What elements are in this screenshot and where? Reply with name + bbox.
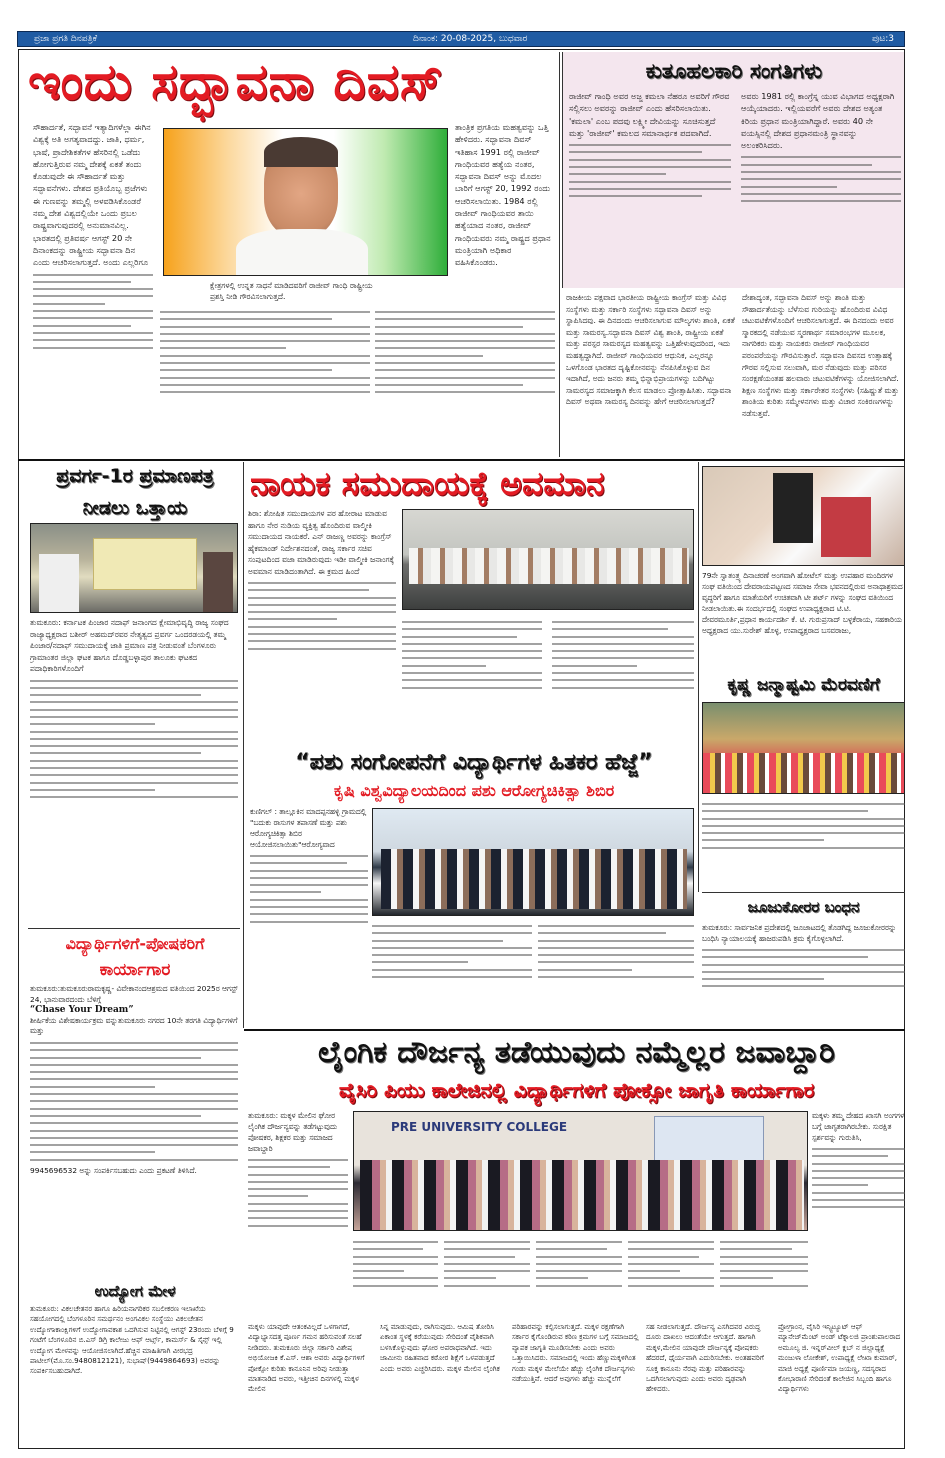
lead-caption-line: ಕ್ಷೇತ್ರಗಳಲ್ಲಿ ಉನ್ನತ ಸಾಧನೆ ಮಾಡಿದವರಿಗೆ ರಾಜೀವ್ ಗಾಂಧಿ ರಾಷ್ಟ್ರೀಯ ಪ್ರಶಸ್ತಿ ನೀಡಿ ಗೌರವಿಸಲಾಗುತ್ತದೆ. <box>210 281 373 301</box>
pravarga-body-text: ತುಮಕೂರು: ಕರ್ನಾಟಕ ಪಿಂಜಾರ ನದಾಫ್ ಜನಾಂಗದ ಕ್ಷೇಮಾಭಿವೃದ್ಧಿ ರಾಜ್ಯ ಸಂಘದ ರಾಜ್ಯಾಧ್ಯಕ್ಷರಾದ ಬಶೀರ್ ಅಹಮದ್‌ರವರ ನೇತೃತ್ವದ ಪ್ರವರ್ಗ ಒಂದರಡಯಲ್ಲಿ ತಮ್ಮ ಪಿಂಜಾರ/ನದಾಫ್ ಸಮುದಾಯಕ್ಕೆ ಜಾತಿ ಪ್ರಮಾಣ ಪತ್ರ ನೀಡುವಂತೆ ಬೆಂಗಳೂರು ಗ್ರಾಮಾಂತರ ಜಿಲ್ಲಾ ಘಟಕ ಹಾಗೂ ದೊಡ್ಡಬಳ್ಳಾಪುರ ತಾಲೂಕು ಘಟಕದ ಪದಾಧಿಕಾರಿಗಳೊಂದಿಗೆ <box>30 618 229 673</box>
pocso-subhead: ವೈಸಿರಿ ಪಿಯು ಕಾಲೇಜಿನಲ್ಲಿ ವಿದ್ಯಾರ್ಥಿಗಳಿಗೆ ಪೋಕ್ಸೋ ಜಾಗೃತಿ ಕಾರ್ಯಾಗಾರ <box>338 1078 815 1102</box>
lead-column-1-text: ಸೌಹಾರ್ದತೆ, ಸದ್ಭಾವನೆ ಇತ್ಯಾದಿಗಳೆಲ್ಲಾ ಈಗಿನ ವಿಶ್ವಕ್ಕೆ ಅತಿ ಅಗತ್ಯವಾದದ್ದು. ಜಾತಿ, ಧರ್ಮ, ಭಾಷೆ, ಪ್ರಾದೇಶಿಕತೆಗಳ ಹೆಸರಿನಲ್ಲಿ ಒಡೆದು ಹೋಗುತ್ತಿರುವ ನಮ್ಮ ದೇಶಕ್ಕೆ ಏಕತೆ ತಂದು ಕೊಡುವುದೇ ಈ ಸೌಹಾರ್ದತೆ ಮತ್ತು ಸದ್ಭಾವನೆಗಳು. ದೇಶದ ಪ್ರತಿಯೊಬ್ಬ ಪ್ರಜೆಗಳು ಈ ಗುಣವನ್ನು ತಮ್ಮಲ್ಲಿ ಅಳವಡಿಸಿಕೊಂಡರೆ ನಮ್ಮ ದೇಶ ವಿಶ್ವದಲ್ಲಿಯೇ ಒಂದು ಪ್ರಬಲ ರಾಷ್ಟ್ರವಾಗುವುದರಲ್ಲಿ ಅನುಮಾನವಿಲ್ಲ. ಭಾರತದಲ್ಲಿ ಪ್ರತಿವರ್ಷ ಆಗಸ್ಟ್ 20 ನೇ ದಿನಾಂಕದನ್ನು ರಾಷ್ಟ್ರೀಯ ಸದ್ಭಾವನಾ ದಿನ ಎಂದು ಆಚರಿಸಲಾಗುತ್ತದೆ. ಅಂದು ಎಲ್ಲರಿಗೂ <box>33 122 151 268</box>
pravarga-headline-2: ನೀಡಲು ಒತ್ತಾಯ <box>82 497 188 519</box>
pocso-column-right-text: ಮಕ್ಕಳು ತಮ್ಮ ದೇಹದ ಖಾಸಗಿ ಅಂಗಗಳ ಬಗ್ಗೆ ಜಾಗೃತರಾಗಿರಬೇಕು. ಸುರಕ್ಷಿತ ಸ್ಪರ್ಶವನ್ನು ಗುರುತಿಸಿ, <box>812 1111 904 1142</box>
lead-column-right <box>455 121 555 311</box>
portrait-hair <box>264 137 338 167</box>
college-banner-text: PRE UNIVERSITY COLLEGE <box>390 1120 568 1134</box>
independence-body: 79ನೇ ಸ್ವಾತಂತ್ರ್ಯ ದಿನಾಚರಣೆ ಅಂಗವಾಗಿ ಹೋಟೆಲ್ ಮತ್ತು ಉಪಹಾರ ಮಂದಿರಗಳ ಸಂಘ ವತಿಯಿಂದ ದೇವರಾಯಪಟ್ಟಣದ ಸಮಾಜ ಸೇವಾ ಭವನದಲ್ಲಿರುವ ಅನಾಥಾಶ್ರಮದ ವೃದ್ಧರಿಗೆ ಹಾಗೂ ಮಾತೆಯರಿಗೆ ಉಚಿತವಾಗಿ ಟೀ ಶರ್ಟ್ ಗಳನ್ನು ಸಂಘದ ವತಿಯಿಂದ ನೀಡಲಾಯಿತು.ಈ ಸಂದರ್ಭದಲ್ಲಿ ಸಂಘದ ಉಪಾಧ್ಯಕ್ಷರಾದ ಟಿ.ಟಿ. ದೇವರಮೂರ್ತಿ,ಪ್ರಧಾನ ಕಾರ್ಯದರ್ಶಿ ಕೆ. ಟಿ. ಗುರುಪ್ರಸಾದ್ ಬಳ್ಳಕೆರಾಯ, ಸಹಕಾರಿಯ ಅಧ್ಯಕ್ಷರಾದ ಯು.ಸುರೇಶ್ ಹೊಳ್ಳ, ಉಪಾಧ್ಯಕ್ಷರಾದ ಬಸವರಾಜು, <box>702 571 903 635</box>
text-lines <box>702 944 905 993</box>
gamblers-arrest-body <box>702 922 905 1028</box>
nayaka-column-2 <box>402 616 542 744</box>
pashu-body-text: ಕುಣಿಗಲ್ : ತಾಲ್ಲೂಕಿನ ಮಾದಪ್ಪನಹಳ್ಳಿ ಗ್ರಾಮದಲ್ಲಿ "ಬದುಕು ರಾಸುಗಳ ತಪಾಸಣೆ ಮತ್ತು ಪಶು ಆರೋಗ್ಯಚಿಕಿತ್ಸಾ ಶಿಬಿರ ಆಯೋಜಿಸಲಾಯಿತು"ಆರೋಗ್ಯವಾದ <box>250 807 367 849</box>
rule <box>28 928 240 929</box>
section-rule <box>244 1029 905 1031</box>
pocso-column-right <box>812 1110 905 1310</box>
pocso-mid-column <box>720 1236 808 1322</box>
orphanage-photo <box>702 466 905 566</box>
lead-column-1 <box>33 121 153 457</box>
workshop-contact: 9945696532 ಅನ್ನು ಸಂಪರ್ಕಿಸಬಹುದು ಎಂದು ಪ್ರಕಟಣೆ ತಿಳಿಸಿದೆ. <box>30 1166 197 1176</box>
facts-col-1 <box>569 90 731 286</box>
text-lines <box>569 139 731 202</box>
facts-col-1-text: ರಾಜೀವ್ ಗಾಂಧಿ ಅವರ ಅಜ್ಜ ಕಮಲಾ ನೆಹರೂ ಅವರಿಗೆ ಗೌರವ ಸಲ್ಲಿಸಲು ಅವರನ್ನು ರಾಜೀವ್ ಎಂದು ಹೆಸರಿಸಲಾಯಿತು. 'ಕಮಲಾ' ಎಂಬ ಪದವು ಲಕ್ಷ್ಮೀ ದೇವಿಯನ್ನು ಸೂಚಿಸುತ್ತದೆ ಮತ್ತು 'ರಾಜೀವ್' ಕಮಲದ ಸಮಾನಾರ್ಥಕ ಪದವಾಗಿದೆ. <box>569 91 730 138</box>
page-number: ಪುಟ:3 <box>872 34 894 44</box>
text-lines <box>812 1143 905 1214</box>
gamblers-arrest-headline: ಜೂಜುಕೋರರ ಬಂಧನ <box>747 898 860 916</box>
krishna-headline: ಕೃಷ್ಣ ಜನ್ಮಾಷ್ಟಮಿ ಮೆರವಣಿಗೆ <box>727 675 880 695</box>
issue-date: ದಿನಾಂಕ: 20-08-2025, ಬುಧವಾರ <box>413 34 528 44</box>
pocso-bottom-column-3: ಪರಿಹಾರವನ್ನು ಕಲ್ಪಿಸಲಾಗುತ್ತದೆ. ಮಕ್ಕಳ ರಕ್ಷಣೆಗಾಗಿ ಸರ್ಕಾರ ಕೈಗೊಂಡಿರುವ ಕಠಿಣ ಕ್ರಮಗಳ ಬಗ್ಗೆ ಸಮಾಜದಲ್ಲಿ ವ್ಯಾಪಕ ಜಾಗೃತಿ ಮೂಡಿಸಬೇಕು ಎಂದು ಅವರು ಒತ್ತಾಯಿಸಿದರು. ಸಮಾಜದಲ್ಲಿ ಇಂದು ಹೆಣ್ಣುಮಕ್ಕಳಿಗಿಂತ ಗಂಡು ಮಕ್ಕಳ ಮೇಲೆಯೇ ಹೆಚ್ಚು ಲೈಂಗಿಕ ದೌರ್ಜನ್ಯಗಳು ನಡೆಯುತ್ತಿವೆ. ಆದರೆ ಅವುಗಳು ಹೆಚ್ಚು ಮುನ್ನೆಲೆಗೆ <box>512 1322 639 1384</box>
column-rule <box>698 462 699 892</box>
nayaka-body <box>248 508 396 744</box>
pocso-mid-column <box>353 1236 438 1322</box>
pocso-bottom-column-2: ಸಿನ್ನ ಮಾಡುವುದು, ರಾಗಿಸುವುದು. ಆಮಿಷ ತೋರಿಸಿ ಏಕಾಂತ ಸ್ಥಳಕ್ಕೆ ಕರೆಯುವುದು ಸೇರಿದಂತೆ ವೈಶಿಕವಾಗಿ ಬಳಸಿಕೊಳ್ಳುವುದು ಘೋರ ಅಪರಾಧವಾಗಿದೆ. ಇದು ಜಾಮೀನು ರಹಿತವಾದ ಕಠೋರ ಶಿಕ್ಷೆಗೆ ಒಳಪಡುತ್ತದೆ ಎಂದು ಅವರು ಎಚ್ಚರಿಸಿದರು. ಮಕ್ಕಳ ಮೇಲಿನ ಲೈಂಗಿಕ <box>380 1322 500 1373</box>
group-of-students <box>360 1160 804 1230</box>
nayaka-body-text: ಶಿರಾ: ಶೋಷಿತ ಸಮುದಾಯಗಳ ಪರ ಹೋರಾಟ ಮಾಡುವ ಹಾಗೂ ನೇರ ನುಡಿಯ ವ್ಯಕ್ತಿತ್ವ ಹೊಂದಿರುವ ವಾಲ್ಮೀಕಿ ಸಮುದಾಯದ ನಾಯಕರೆ. ಎನ್ ರಾಜಣ್ಣ ಅವರನ್ನು ಕಾಂಗ್ರೆಸ್ ಹೈಕಮಾಂಡ್ ನಿರ್ದೇಶನದಂತೆ, ರಾಜ್ಯ ಸರ್ಕಾರ ಸಚಿವ ಸಂಪುಟದಿಂದ ವಜಾ ಮಾಡಿರುವುದು ಇಡೀ ವಾಲ್ಮೀಕಿ ಜನಾಂಗಕ್ಕೆ ಅವಮಾನ ಮಾಡಿದಂತಾಗಿದೆ. ಈ ಕ್ರಮದ ಹಿಂದೆ <box>248 509 395 576</box>
workshop-headline-2: ಕಾರ್ಯಾಗಾರ <box>99 960 171 980</box>
masthead-bar <box>17 31 905 47</box>
group-of-students <box>381 849 687 909</box>
pocso-bottom-column-1: ಮಕ್ಕಳು ಯಾವುದೇ ಆತಂಕವಿಲ್ಲದೆ ಒಳಗಾಗದೆ, ವಿದ್ಯಾಭ್ಯಾಸದತ್ತ ಪೂರ್ಣ ಗಮನ ಹರಿಸುವಂತೆ ಸಲಹೆ ನೀಡಿದರು. ತುಮಕೂರು ಜಿಲ್ಲಾ ಸರ್ಕಾರಿ ವಿಶೇಷ ಅಭಿಯೋಜಕಿ ಕೆ.ಎಸ್. ಆಶಾ ಅವರು ವಿದ್ಯಾರ್ಥಿಗಳಿಗೆ ಪೋಕ್ಸೋ ಕುರಿತು ಕಾನೂನಿನ ಅರಿವು ನೀಡುತ್ತಾ ಮಾತನಾಡಿದ ಅವರು, ಇತ್ತೀಚಿನ ದಿನಗಳಲ್ಲಿ ಮಕ್ಕಳ ಮೇಲಿನ <box>248 1322 365 1394</box>
pocso-mid-column <box>444 1236 530 1322</box>
rule <box>702 892 905 893</box>
workshop-body-text-2: ಶೀರ್ಷಿಕೆಯ ವಿಶೇಷಕಾರ್ಯಕ್ರಮ ವನ್ನುತುಮಕೂರು ನಗರದ 10ನೇ ತರಗತಿ ವಿದ್ಯಾರ್ಥಿಗಳಿಗೆ ಮತ್ತು <box>30 1015 238 1036</box>
lead-column-2 <box>160 306 370 456</box>
pravarga-headline-1: ಪ್ರವರ್ಗ-1ರ ಪ್ರಮಾಣಪತ್ರ <box>56 465 214 487</box>
nayaka-column-3 <box>552 616 694 744</box>
interesting-facts-box <box>562 52 904 288</box>
krishna-procession-photo <box>702 702 905 794</box>
text-lines <box>30 675 238 804</box>
pashu-column-2 <box>372 920 532 1028</box>
lead-column-right-text: ತಾಂತ್ರಿಕ ಪ್ರಗತಿಯ ಮಹತ್ವವನ್ನು ಒತ್ತಿ ಹೇಳಿದರು. ಸದ್ಭಾವನಾ ದಿವಸ್ ಇತಿಹಾಸ 1991 ರಲ್ಲಿ ರಾಜೀವ್ ಗಾಂಧಿಯವರ ಹತ್ಯೆಯ ನಂತರ, ಸದ್ಭಾವನಾ ದಿವಸ್ ಅನ್ನು ಮೊದಲ ಬಾರಿಗೆ ಆಗಸ್ಟ್ 20, 1992 ರಂದು ಆಚರಿಸಲಾಯಿತು. 1984 ರಲ್ಲಿ ರಾಜೀವ್ ಗಾಂಧಿಯವರ ತಾಯಿ ಹತ್ಯೆಯಾದ ನಂತರ, ರಾಜೀವ್ ಗಾಂಧಿಯವರು ನಮ್ಮ ರಾಷ್ಟ್ರದ ಪ್ರಧಾನ ಮಂತ್ರಿಯಾಗಿ ಅಧಿಕಾರ ವಹಿಸಿಕೊಂಡರು. <box>455 122 551 268</box>
pocso-column-1 <box>248 1110 348 1310</box>
person-figure <box>773 473 813 543</box>
person-figure <box>821 497 871 557</box>
job-fair-headline: ಉದ್ಯೋಗ ಮೇಳ <box>94 1282 176 1300</box>
workshop-quote: “Chase Your Dream” <box>30 1005 134 1016</box>
workshop-body-text-1: ತುಮಕೂರು:ತುಮಕೂರುರಾಮಕೃಷ್ಣ- ವಿವೇಕಾನಂದಆಶ್ರಮದ ವತಿಯಿಂದ 2025ರ ಆಗಸ್ಟ್ 24, ಭಾನುವಾರದಂದು ಬೆಳಿಗ್ಗೆ <box>30 984 238 1004</box>
krishna-body <box>702 798 905 888</box>
person-figure <box>203 552 233 613</box>
pashu-column-3 <box>538 920 694 1028</box>
pravarga-photo <box>30 523 238 613</box>
pocso-headline: ಲೈಂಗಿಕ ದೌರ್ಜನ್ಯ ತಡೆಯುವುದು ನಮ್ಮೆಲ್ಲರ ಜವಾಬ್ದಾರಿ <box>317 1035 836 1070</box>
facts-col-2 <box>741 90 901 286</box>
text-lines <box>250 850 368 928</box>
pocso-workshop-photo <box>353 1111 808 1231</box>
text-lines <box>33 269 153 354</box>
text-lines <box>248 1154 348 1232</box>
pocso-bottom-column-4: ಸಹ ನೀಡಲಾಗುತ್ತದೆ. ದೌರ್ಜನ್ಯ ಎಸಗಿದವರ ವಿರುದ್ಧ ದೂರು ದಾಖಲು ಆದಂತೆಯೇ ಆಗುತ್ತದೆ. ಹಾಗಾಗಿ ಮಕ್ಕಳ,ಮೇಲಿನ ಯಾವುದೇ ದೌರ್ಜನ್ಯಕ್ಕೆ ಪೋಷಕರು ಹೆದರದೆ, ಧೈರ್ಯವಾಗಿ ಎದುರಿಸಬೇಕು. ಅಂತಹವರಿಗೆ ಸೂಕ್ತ ಕಾನೂನು ನೆರವು ಮತ್ತು ಪರಿಹಾರವನ್ನು ಒದಗಿಸಲಾಗುವುದು ಎಂದು ಅವರು ದೃಢವಾಗಿ ಹೇಳಿದರು. <box>646 1322 764 1394</box>
column-rule <box>559 52 560 457</box>
rajiv-gandhi-portrait <box>163 128 448 276</box>
gamblers-arrest-body-text: ತುಮಕೂರು: ಸಾರ್ವಜನಿಕ ಪ್ರದೇಶದಲ್ಲಿ ಜೂಜಾಟದಲ್ಲಿ ತೊಡಗಿದ್ದ ಜೂಜುಕೋರರನ್ನು ಬಂಧಿಸಿ ನ್ಯಾಯಾಲಯಕ್ಕೆ ಹಾಜರುಪಡಿಸಿ ಕ್ರಮ ಕೈಗೊಳ್ಳಲಾಗಿದೆ. <box>702 923 897 943</box>
group-of-people <box>409 548 689 584</box>
facts-col-2-text: ಅವರು 1981 ರಲ್ಲಿ ಕಾಂಗ್ರೆಸ್ನ ಯುವ ವಿಭಾಗದ ಅಧ್ಯಕ್ಷರಾಗಿ ಆಯ್ಕೆಯಾದರು. ಇಲ್ಲಿಯವರೆಗೆ ಅವರು ದೇಶದ ಅತ್ಯಂತ ಕಿರಿಯ ಪ್ರಧಾನ ಮಂತ್ರಿಯಾಗಿದ್ದಾರೆ. ಅವರು 40 ನೇ ವಯಸ್ಸಿನಲ್ಲಿ ದೇಶದ ಪ್ರಧಾನಮಂತ್ರಿ ಸ್ಥಾನವನ್ನು ಅಲಂಕರಿಸಿದರು. <box>741 91 895 151</box>
section-rule <box>18 459 905 461</box>
pocso-mid-column <box>628 1236 714 1322</box>
text-lines <box>248 577 396 655</box>
text-lines <box>30 1037 238 1166</box>
pashu-headline: “ಪಶು ಸಂಗೋಪನೆಗೆ ವಿದ್ಯಾರ್ಥಿಗಳ ಹಿತಕರ ಹೆಜ್ಜೆ” <box>295 750 653 775</box>
portrait-kurta <box>236 229 368 276</box>
pashu-subhead: ಕೃಷಿ ವಿಶ್ವವಿದ್ಯಾಲಯದಿಂದ ಪಶು ಆರೋಗ್ಯಚಿಕಿತ್ಸಾ ಶಿಬಿರ <box>333 781 615 800</box>
pashu-camp-photo <box>372 808 694 916</box>
pocso-bottom-column-5: ಪ್ರೋಗ್ರಾಂನ, ವೈಸಿರಿ ಇನ್ಸ್ಟಿಟ್ಯೂಟ್ ಆಫ್ ಮ್ಯಾನೇಜ್‌ಮೆಂಟ್ ಅಂಡ್ ಟೆಕ್ನಾಲಜಿ ಪ್ರಾಂಶುಪಾಲರಾದ ಅಮೂಲ್ಯ ಜಿ. ಇನ್ನರ್‌ವೀಲ್ ಕ್ಲಬ್ ನ ಜಿಲ್ಲಾಧ್ಯಕ್ಷೆ ಮಂಜುಳಾ ಲೋಕೇಶ್, ಉಪಾಧ್ಯಕ್ಷೆ ಲೇಖಾ ಕುಮಾರ್, ಮಾಜಿ ಅಧ್ಯಕ್ಷೆ ಪೂರ್ಣಿಮಾ ಜಯಣ್ಣ, ಸದಸ್ಯರಾದ ಕೋಭಾರಾಣಿ ಸೇರಿದಂತೆ ಕಾಲೇಜಿನ ಸಿಬ್ಬಂದಿ ಹಾಗೂ ವಿದ್ಯಾರ್ಥಿಗಳು <box>778 1322 901 1394</box>
pocso-mid-column <box>536 1236 622 1322</box>
text-lines <box>741 151 901 207</box>
nayaka-group-photo <box>402 509 694 610</box>
lead-headline: ಇಂದು ಸದ್ಭಾವನಾ ದಿವಸ್ <box>28 53 444 111</box>
nayaka-headline: ನಾಯಕ ಸಮುದಾಯಕ್ಕೆ ಅವಮಾನ <box>250 464 605 503</box>
pravarga-body <box>30 617 238 927</box>
workshop-body <box>30 984 238 1274</box>
interesting-facts-title: ಕುತೂಹಲಕಾರಿ ಸಂಗತಿಗಳು <box>645 59 823 83</box>
lead-lower-column-2: ದೇಶಾದ್ಯಂತ, ಸದ್ಭಾವನಾ ದಿವಸ್ ಅನ್ನು ಶಾಂತಿ ಮತ್ತು ಸೌಹಾರ್ದತೆಯನ್ನು ಬೆಳೆಸುವ ಗುರಿಯನ್ನು ಹೊಂದಿರುವ ವಿವಿಧ ಚಟುವಟಿಕೆಗಳೊಂದಿಗೆ ಆಚರಿಸಲಾಗುತ್ತದೆ. ಈ ದಿನದಂದು ಅವರ ಸ್ಮಾರಕದಲ್ಲಿ ನಡೆಯುವ ಸ್ಮರಣಾರ್ಥ ಸಮಾರಂಭಗಳ ಮೂಲಕ, ನಾಗರಿಕರು ಮತ್ತು ನಾಯಕರು ರಾಜೀವ್ ಗಾಂಧಿಯವರ ಪರಂಪರೆಯನ್ನು ಗೌರವಿಸುತ್ತಾರೆ. ಸದ್ಭಾವನಾ ದಿವಸದ ಉತ್ಸಾಹಕ್ಕೆ ಗೌರವ ಸಲ್ಲಿಸುವ ಸಲುವಾಗಿ, ಮರ ನೆಡುವುದು ಮತ್ತು ಪರಿಸರ ಸಂರಕ್ಷಣೆಯಂತಹ ಹಲವಾರು ಚಟುವಟಿಕೆಗಳನ್ನು ಯೋಜಿಸಲಾಗಿದೆ. ಶಿಕ್ಷಣ ಸಂಸ್ಥೆಗಳು ಮತ್ತು ಸರ್ಕಾರೇತರ ಸಂಸ್ಥೆಗಳು (ಸಹಿಷ್ಣುತೆ ಮತ್ತು ಶಾಂತಿಯ ಕುರಿತು ಸಮ್ಮೇಳನಗಳು ಮತ್ತು ವಿಚಾರ ಸಂಕಿರಣಗಳನ್ನು ನಡೆಸುತ್ತವೆ. <box>742 293 899 418</box>
job-fair-body: ತುಮಕೂರು: ವಿಕಲಚೇತನರ ಹಾಗೂ ಹಿರಿಯನಾಗರಿಕರ ಸಬಲೀಕರಣ ಇಲಾಖೆಯ ಸಹಯೋಗದಲ್ಲಿ ಬೆಂಗಳೂರಿನ ಸಮರ್ಥನಂ ಅಂಗವಿಕಲ ಸಂಸ್ಥೆಯು ವಿಕಲಚೇತನ ಉದ್ಯೋಗಾಕಾಂಕ್ಷಿಗಳಿಗೆ ಉದ್ಯೋಗಾವಕಾಶ ಒದಗಿಸುವ ನಿಟ್ಟಿನಲ್ಲಿ ಆಗಸ್ಟ್ 23ರಂದು ಬೆಳಿಗ್ಗೆ 9 ಗಂಟೆಗೆ ಬೆಂಗಳೂರಿನ ಬಿ.ಎಸ್ ಡಿಗ್ರಿ ಕಾಲೇಜು ಆಫ್ ಆರ್ಟ್ಸ್, ಕಾಮರ್ಸ್ & ಸೈನ್ಸ್ ಇಲ್ಲಿ ಉದ್ಯೋಗ ಮೇಳವನ್ನು ಆಯೋಜಿಸಲಾಗಿದೆ.ಹೆಚ್ಚಿನ ಮಾಹಿತಿಗಾಗಿ ವೀರಭದ್ರ ಪಾಟೀಲ್(ಮೊ.ಸಂ.9480812121), ಸುಭಾಷ್(9449864693) ಅವರನ್ನು ಸಂಪರ್ಕಿಸಬಹುದಾಗಿದೆ. <box>30 1304 234 1376</box>
person-figure <box>39 554 79 613</box>
protest-banner <box>93 538 197 590</box>
paper-name: ಪ್ರಜಾ ಪ್ರಗತಿ ದಿನಪತ್ರಿಕೆ <box>34 34 98 44</box>
lead-column-3 <box>375 306 555 456</box>
lead-lower-column-1: ರಾಜಕೀಯ ಪಕ್ಷವಾದ ಭಾರತೀಯ ರಾಷ್ಟ್ರೀಯ ಕಾಂಗ್ರೆಸ್ ಮತ್ತು ವಿವಿಧ ಸಂಸ್ಥೆಗಳು ಮತ್ತು ಸರ್ಕಾರಿ ಸಂಸ್ಥೆಗಳು ಸದ್ಭಾವನಾ ದಿವಸ್ ಅನ್ನು ಸ್ಥಾಪಿಸಿದವು. ಈ ದಿನದಂದು ಆಚರಿಸಲಾಗುವ ಮೌಲ್ಯಗಳು ಶಾಂತಿ, ಏಕತೆ ಮತ್ತು ಸಾಮರಸ್ಯ.ಸದ್ಭಾವನಾ ದಿವಸ್ ವಿಶ್ವ ಶಾಂತಿ, ರಾಷ್ಟ್ರೀಯ ಏಕತೆ ಮತ್ತು ಪರಸ್ಪರ ಸಾಮರಸ್ಯದ ಮಹತ್ವವನ್ನು ಒತ್ತಿಹೇಳುವುದರಿಂದ, ಇದು ಮಹತ್ವದ್ದಾಗಿದೆ. ರಾಜೀವ್ ಗಾಂಧಿಯವರ ಆಧುನಿಕ, ಎಲ್ಲರನ್ನೂ ಒಳಗೊಂಡ ಭಾರತದ ದೃಷ್ಟಿಕೋನವನ್ನು ನೆನಪಿಸಿಕೊಳ್ಳುವ ದಿನ ಇದಾಗಿದೆ, ಅದು ಜನರು ತಮ್ಮ ಭಿನ್ನಾಭಿಪ್ರಾಯಗಳನ್ನು ಬದಿಗಿಟ್ಟು ಸಾಮರಸ್ಯದ ಸಮಾಜಕ್ಕಾಗಿ ಕೆಲಸ ಮಾಡಲು ಪ್ರೋತ್ಸಾಹಿಸಿತು. ಸದ್ಭಾವನಾ ದಿವಸ್ ಅಥವಾ ಸಾಮರಸ್ಯ ದಿನವನ್ನು ಹೇಗೆ ಆಚರಿಸಲಾಗುತ್ತದೆ? <box>566 293 735 407</box>
column-rule <box>243 462 244 1028</box>
workshop-headline-1: ವಿದ್ಯಾರ್ಥಿಗಳಿಗೆ-ಪೋಷಕರಿಗೆ <box>65 934 205 953</box>
crowd <box>703 753 905 794</box>
pashu-body <box>250 806 368 1028</box>
pocso-column-1-text: ತುಮಕೂರು: ಮಕ್ಕಳ ಮೇಲಿನ ಘೋರ ಲೈಂಗಿಕ ದೌರ್ಜನ್ಯವನ್ನು ತಡೆಗಟ್ಟುವುದು ಪೋಷಕರ, ಶಿಕ್ಷಕರ ಮತ್ತು ಸಮಾಜದ ಜವಾಬ್ದಾರಿ <box>248 1111 338 1153</box>
